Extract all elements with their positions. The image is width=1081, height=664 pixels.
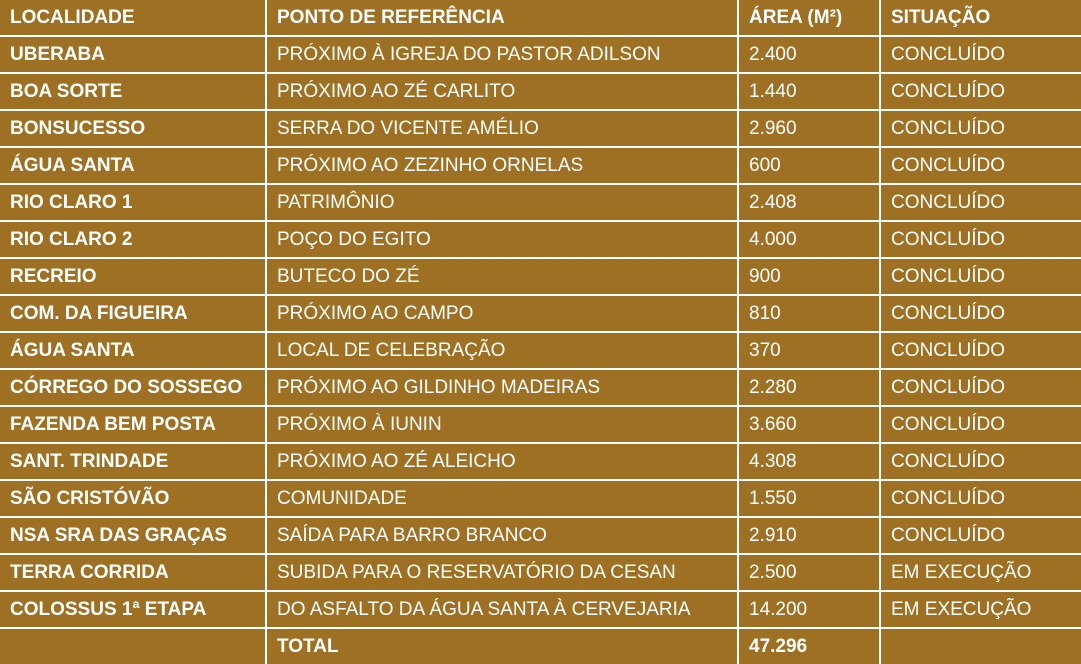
cell-ponto-referencia: PRÓXIMO À IGREJA DO PASTOR ADILSON <box>266 36 738 73</box>
cell-ponto-referencia: SUBIDA PARA O RESERVATÓRIO DA CESAN <box>266 554 738 591</box>
cell-ponto-referencia: DO ASFALTO DA ÁGUA SANTA À CERVEJARIA <box>266 591 738 628</box>
header-localidade: LOCALIDADE <box>0 0 266 36</box>
cell-area: 4.000 <box>738 221 880 258</box>
cell-ponto-referencia: POÇO DO EGITO <box>266 221 738 258</box>
total-label: TOTAL <box>266 628 738 664</box>
cell-area: 2.280 <box>738 369 880 406</box>
table-row <box>0 591 1081 628</box>
cell-localidade: RECREIO <box>0 258 266 295</box>
cell-situacao: CONCLUÍDO <box>880 110 1081 147</box>
cell-situacao: CONCLUÍDO <box>880 443 1081 480</box>
cell-situacao: CONCLUÍDO <box>880 406 1081 443</box>
cell-localidade: COLOSSUS 1ª ETAPA <box>0 591 266 628</box>
table-row <box>0 73 1081 110</box>
cell-ponto-referencia: PRÓXIMO AO ZEZINHO ORNELAS <box>266 147 738 184</box>
cell-ponto-referencia: SAÍDA PARA BARRO BRANCO <box>266 517 738 554</box>
table-row <box>0 295 1081 332</box>
cell-situacao: CONCLUÍDO <box>880 184 1081 221</box>
cell-area: 2.500 <box>738 554 880 591</box>
cell-area: 900 <box>738 258 880 295</box>
cell-localidade: UBERABA <box>0 36 266 73</box>
cell-localidade: NSA SRA DAS GRAÇAS <box>0 517 266 554</box>
cell-situacao: CONCLUÍDO <box>880 369 1081 406</box>
header-ponto-referencia: PONTO DE REFERÊNCIA <box>266 0 738 36</box>
cell-ponto-referencia: PRÓXIMO AO ZÉ ALEICHO <box>266 443 738 480</box>
cell-area: 14.200 <box>738 591 880 628</box>
table-row <box>0 258 1081 295</box>
cell-ponto-referencia: PRÓXIMO AO CAMPO <box>266 295 738 332</box>
cell-situacao: CONCLUÍDO <box>880 295 1081 332</box>
cell-ponto-referencia: PRÓXIMO AO ZÉ CARLITO <box>266 73 738 110</box>
table-row <box>0 184 1081 221</box>
cell-localidade: ÁGUA SANTA <box>0 332 266 369</box>
header-area: ÁREA (M²) <box>738 0 880 36</box>
cell-ponto-referencia: COMUNIDADE <box>266 480 738 517</box>
cell-localidade: ÁGUA SANTA <box>0 147 266 184</box>
table-row <box>0 36 1081 73</box>
table-row <box>0 221 1081 258</box>
cell-localidade: RIO CLARO 1 <box>0 184 266 221</box>
table-row <box>0 110 1081 147</box>
cell-ponto-referencia: PRÓXIMO À IUNIN <box>266 406 738 443</box>
total-area: 47.296 <box>738 628 880 664</box>
cell-area: 810 <box>738 295 880 332</box>
cell-area: 370 <box>738 332 880 369</box>
cell-ponto-referencia: LOCAL DE CELEBRAÇÃO <box>266 332 738 369</box>
cell-situacao: CONCLUÍDO <box>880 73 1081 110</box>
cell-localidade: BONSUCESSO <box>0 110 266 147</box>
cell-localidade: CÓRREGO DO SOSSEGO <box>0 369 266 406</box>
cell-situacao: CONCLUÍDO <box>880 36 1081 73</box>
cell-area: 2.408 <box>738 184 880 221</box>
total-empty-cell <box>0 628 266 664</box>
table-row <box>0 147 1081 184</box>
cell-situacao: CONCLUÍDO <box>880 517 1081 554</box>
cell-localidade: COM. DA FIGUEIRA <box>0 295 266 332</box>
cell-localidade: SANT. TRINDADE <box>0 443 266 480</box>
cell-localidade: RIO CLARO 2 <box>0 221 266 258</box>
cell-area: 3.660 <box>738 406 880 443</box>
cell-situacao: CONCLUÍDO <box>880 332 1081 369</box>
cell-localidade: TERRA CORRIDA <box>0 554 266 591</box>
header-row <box>0 0 1081 36</box>
table-row <box>0 517 1081 554</box>
table-row <box>0 369 1081 406</box>
cell-area: 2.960 <box>738 110 880 147</box>
cell-ponto-referencia: SERRA DO VICENTE AMÉLIO <box>266 110 738 147</box>
table-row <box>0 480 1081 517</box>
table-row <box>0 406 1081 443</box>
cell-localidade: SÃO CRISTÓVÃO <box>0 480 266 517</box>
cell-situacao: EM EXECUÇÃO <box>880 554 1081 591</box>
cell-area: 4.308 <box>738 443 880 480</box>
cell-area: 1.550 <box>738 480 880 517</box>
header-situacao: SITUAÇÃO <box>880 0 1081 36</box>
cell-localidade: FAZENDA BEM POSTA <box>0 406 266 443</box>
table-body <box>0 36 1081 628</box>
cell-ponto-referencia: BUTECO DO ZÉ <box>266 258 738 295</box>
cell-situacao: CONCLUÍDO <box>880 480 1081 517</box>
cell-ponto-referencia: PATRIMÔNIO <box>266 184 738 221</box>
cell-situacao: CONCLUÍDO <box>880 221 1081 258</box>
table-row <box>0 332 1081 369</box>
cell-situacao: EM EXECUÇÃO <box>880 591 1081 628</box>
cell-ponto-referencia: PRÓXIMO AO GILDINHO MADEIRAS <box>266 369 738 406</box>
table-row <box>0 554 1081 591</box>
cell-situacao: CONCLUÍDO <box>880 258 1081 295</box>
cell-area: 600 <box>738 147 880 184</box>
cell-localidade: BOA SORTE <box>0 73 266 110</box>
cell-area: 2.400 <box>738 36 880 73</box>
cell-area: 2.910 <box>738 517 880 554</box>
cell-situacao: CONCLUÍDO <box>880 147 1081 184</box>
total-row <box>0 628 1081 664</box>
cell-area: 1.440 <box>738 73 880 110</box>
table-row <box>0 443 1081 480</box>
total-empty-cell <box>880 628 1081 664</box>
